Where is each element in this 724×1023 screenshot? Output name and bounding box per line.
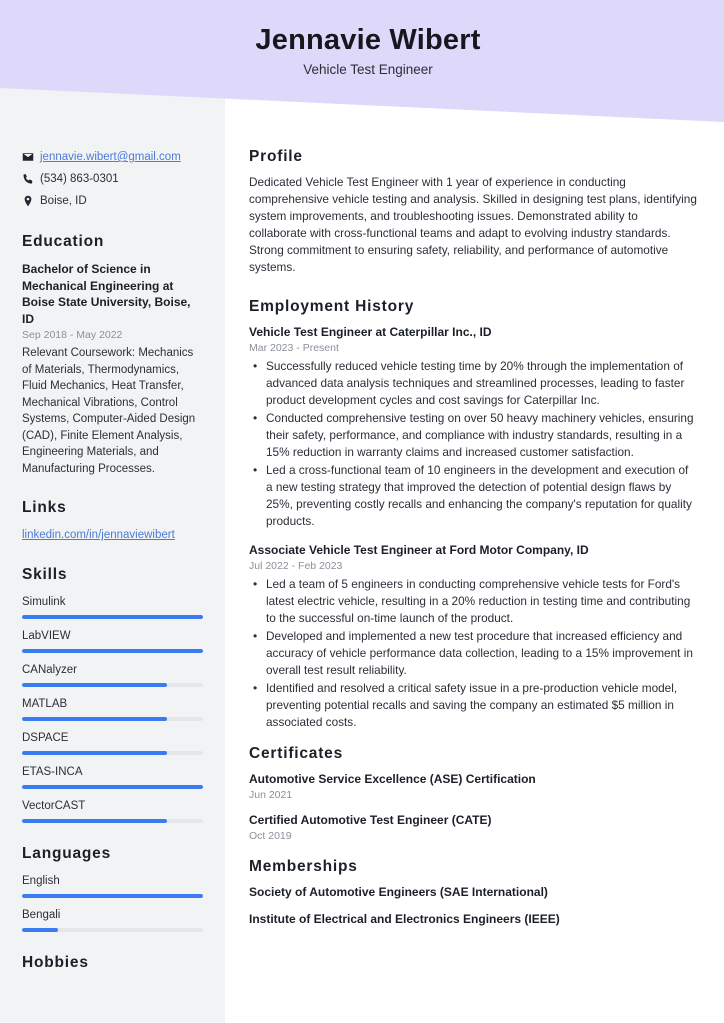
contact-email-value[interactable]: jennavie.wibert@gmail.com <box>40 151 181 163</box>
skill-level-track <box>22 649 203 653</box>
employment-heading: Employment History <box>249 298 415 315</box>
memberships-section <box>249 858 698 928</box>
job-date: Jul 2022 - Feb 2023 <box>249 560 343 572</box>
skill-label: ETAS-INCA <box>22 766 83 778</box>
skill-level-track <box>22 717 203 721</box>
job-bullet-list <box>249 358 698 530</box>
links-heading: Links <box>22 499 67 516</box>
language-label: English <box>22 875 60 887</box>
certificate-name: Automotive Service Excellence (ASE) Certification <box>249 772 536 786</box>
job-entry <box>249 324 698 530</box>
language-level-fill <box>22 894 203 898</box>
linkedin-link[interactable]: linkedin.com/in/jennaviewibert <box>22 529 175 541</box>
hobbies-heading: Hobbies <box>22 954 89 971</box>
education-heading: Education <box>22 233 105 250</box>
languages-heading: Languages <box>22 845 112 862</box>
job-bullet: • Led a cross-functional team of 10 engineers in the development and execution of a new testing strategy that improved the detection of potential design flaws by 25%, preventing costly recalls and enhancing the company's reputation for quality products. <box>249 462 698 530</box>
job-bullet: • Led a team of 5 engineers in conducting comprehensive vehicle tests for Ford's latest electric vehicle, resulting in a 20% reduction in testing time and contributing to the successful on-time launch of the product. <box>249 576 698 627</box>
profile-section <box>249 148 698 276</box>
skill-item <box>22 696 203 721</box>
link-item[interactable] <box>22 527 203 544</box>
skill-item <box>22 628 203 653</box>
skill-item <box>22 730 203 755</box>
employment-section <box>249 298 698 731</box>
candidate-name: Jennavie Wibert <box>255 24 481 56</box>
skill-label: DSPACE <box>22 732 69 744</box>
skill-item <box>22 594 203 619</box>
skill-label: MATLAB <box>22 698 68 710</box>
certificates-section <box>249 745 698 844</box>
contact-location-row <box>22 194 203 209</box>
skill-level-fill <box>22 819 167 823</box>
skill-item <box>22 764 203 789</box>
contact-list <box>22 150 203 209</box>
skill-level-fill <box>22 717 167 721</box>
main-content <box>225 122 724 938</box>
certificate-name: Certified Automotive Test Engineer (CATE) <box>249 813 492 827</box>
skills-list <box>22 594 203 823</box>
language-label: Bengali <box>22 909 61 921</box>
job-entry <box>249 542 698 731</box>
profile-text: Dedicated Vehicle Test Engineer with 1 year of experience in conducting comprehensive vehicle testing and analysis. Skilled in designing test plans, identifying system improvements, and troubleshooting issues. Demonstrated ability to collaborate with cross-functional teams and adapt to evolving industry standards. Strong commitment to ensuring safety, reliability, and performance of automotive systems. <box>249 175 697 274</box>
certificate-item <box>249 771 698 803</box>
language-level-track <box>22 894 203 898</box>
contact-phone-value: (534) 863-0301 <box>40 173 119 185</box>
skill-item <box>22 662 203 687</box>
education-description: Relevant Coursework: Mechanics of Materials, Thermodynamics, Fluid Mechanics, Heat Transfer, Mechanical Vibrations, Control Systems, Computer-Aided Design (CAD), Finite Element Analysis, Engineering Materials, and Manufacturing Processes. <box>22 347 196 475</box>
job-bullet: • Successfully reduced vehicle testing time by 20% through the implementation of advanced data analysis techniques and streamlined processes, leading to faster product development cycles and cost savings for Caterpillar Inc. <box>249 358 698 409</box>
skill-label: CANalyzer <box>22 664 77 676</box>
hobbies-section <box>22 954 203 972</box>
language-level-track <box>22 928 203 932</box>
language-item <box>22 873 203 898</box>
membership-item: Society of Automotive Engineers (SAE International) <box>249 885 548 899</box>
skill-level-fill <box>22 683 167 687</box>
job-date: Mar 2023 - Present <box>249 342 339 354</box>
job-title: Associate Vehicle Test Engineer at Ford Motor Company, ID <box>249 543 589 557</box>
certificate-date: Jun 2021 <box>249 789 293 801</box>
education-degree: Bachelor of Science in Mechanical Engineering at Boise State University, Boise, ID <box>22 262 191 326</box>
education-section <box>22 233 203 477</box>
skill-level-track <box>22 683 203 687</box>
contact-email-row[interactable] <box>22 150 203 165</box>
skill-label: LabVIEW <box>22 630 71 642</box>
skill-level-track <box>22 751 203 755</box>
skill-level-fill <box>22 785 203 789</box>
candidate-job-title: Vehicle Test Engineer <box>303 62 433 77</box>
memberships-heading: Memberships <box>249 858 358 875</box>
envelope-icon <box>22 150 40 163</box>
skill-item <box>22 798 203 823</box>
skill-level-fill <box>22 615 203 619</box>
skill-level-track <box>22 615 203 619</box>
job-title: Vehicle Test Engineer at Caterpillar Inc., ID <box>249 325 492 339</box>
skill-level-track <box>22 819 203 823</box>
education-entry <box>22 261 203 477</box>
job-bullet: • Developed and implemented a new test procedure that increased efficiency and accuracy of vehicle performance data collection, leading to a 15% improvement in overall test result reliability. <box>249 628 698 679</box>
membership-item: Institute of Electrical and Electronics Engineers (IEEE) <box>249 912 560 926</box>
skill-label: Simulink <box>22 596 66 608</box>
language-item <box>22 907 203 932</box>
skill-level-track <box>22 785 203 789</box>
memberships-list <box>249 884 698 928</box>
certificate-item <box>249 812 698 844</box>
contact-location-value: Boise, ID <box>40 195 87 207</box>
certificates-heading: Certificates <box>249 745 344 762</box>
header-text-group <box>0 0 724 150</box>
language-level-fill <box>22 928 58 932</box>
links-section <box>22 499 203 544</box>
jobs-list <box>249 324 698 731</box>
languages-section <box>22 845 203 932</box>
certificates-list <box>249 771 698 844</box>
job-bullet: • Conducted comprehensive testing on over 50 heavy machinery vehicles, ensuring their safety, performance, and compliance with industry standards, resulting in a 15% reduction in warranty claims and increased customer satisfaction. <box>249 410 698 461</box>
contact-phone-row <box>22 172 203 187</box>
sidebar <box>0 88 225 1023</box>
certificate-date: Oct 2019 <box>249 830 292 842</box>
job-bullet: • Identified and resolved a critical safety issue in a pre-production vehicle model, preventing potential recalls and saving the company an estimated $5 million in associated costs. <box>249 680 698 731</box>
skill-label: VectorCAST <box>22 800 86 812</box>
skill-level-fill <box>22 649 203 653</box>
education-date: Sep 2018 - May 2022 <box>22 329 123 341</box>
phone-icon <box>22 172 40 185</box>
skills-heading: Skills <box>22 566 68 583</box>
skills-section <box>22 566 203 823</box>
job-bullet-list <box>249 576 698 731</box>
profile-heading: Profile <box>249 148 303 165</box>
location-pin-icon <box>22 194 40 207</box>
languages-list <box>22 873 203 932</box>
skill-level-fill <box>22 751 167 755</box>
